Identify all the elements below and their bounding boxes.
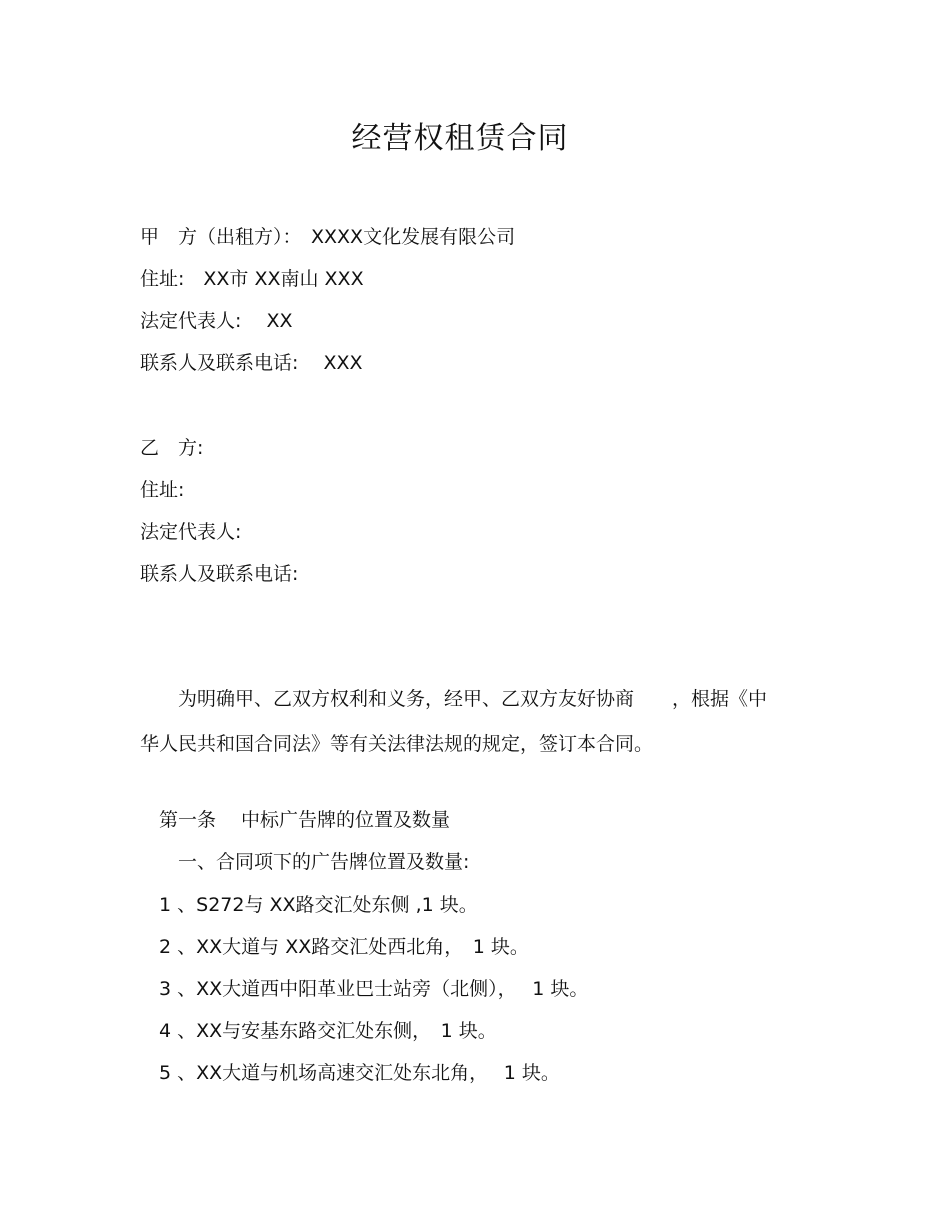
party-b-legal-rep-line: 法定代表人: [140, 521, 242, 543]
article-1-subheading: 一、合同项下的广告牌位置及数量: [140, 851, 470, 873]
party-a-contact-line: 联系人及联系电话: XXX [140, 352, 363, 374]
list-item: 5 、XX大道与机场高速交汇处东北角， 1 块。 [140, 1062, 560, 1084]
intro-paragraph-line-1: 为明确甲、乙双方权利和义务，经甲、乙双方友好协商 ，根据《中 [140, 688, 768, 710]
article-1-heading: 第一条 中标广告牌的位置及数量 [140, 809, 451, 831]
list-item: 1 、S272与 XX路交汇处东侧 ,1 块。 [140, 894, 478, 916]
list-item: 2 、XX大道与 XX路交汇处西北角， 1 块。 [140, 936, 529, 958]
intro-paragraph-line-2: 华人民共和国合同法》等有关法律法规的规定，签订本合同。 [140, 733, 654, 755]
party-a-legal-rep-line: 法定代表人: XX [140, 310, 293, 332]
party-b-address-line: 住址: [140, 479, 185, 501]
document-title: 经营权租赁合同 [351, 121, 569, 156]
party-a-name-line: 甲 方（出租方）： XXXX文化发展有限公司 [140, 226, 516, 248]
party-a-address-line: 住址: XX市 XX南山 XXX [140, 268, 364, 290]
list-item: 3 、XX大道西中阳革业巴士站旁（北侧）， 1 块。 [140, 978, 589, 1000]
list-item: 4 、XX与安基东路交汇处东侧， 1 块。 [140, 1020, 497, 1042]
party-b-name-line: 乙 方: [140, 437, 204, 459]
party-b-contact-line: 联系人及联系电话: [140, 563, 299, 585]
